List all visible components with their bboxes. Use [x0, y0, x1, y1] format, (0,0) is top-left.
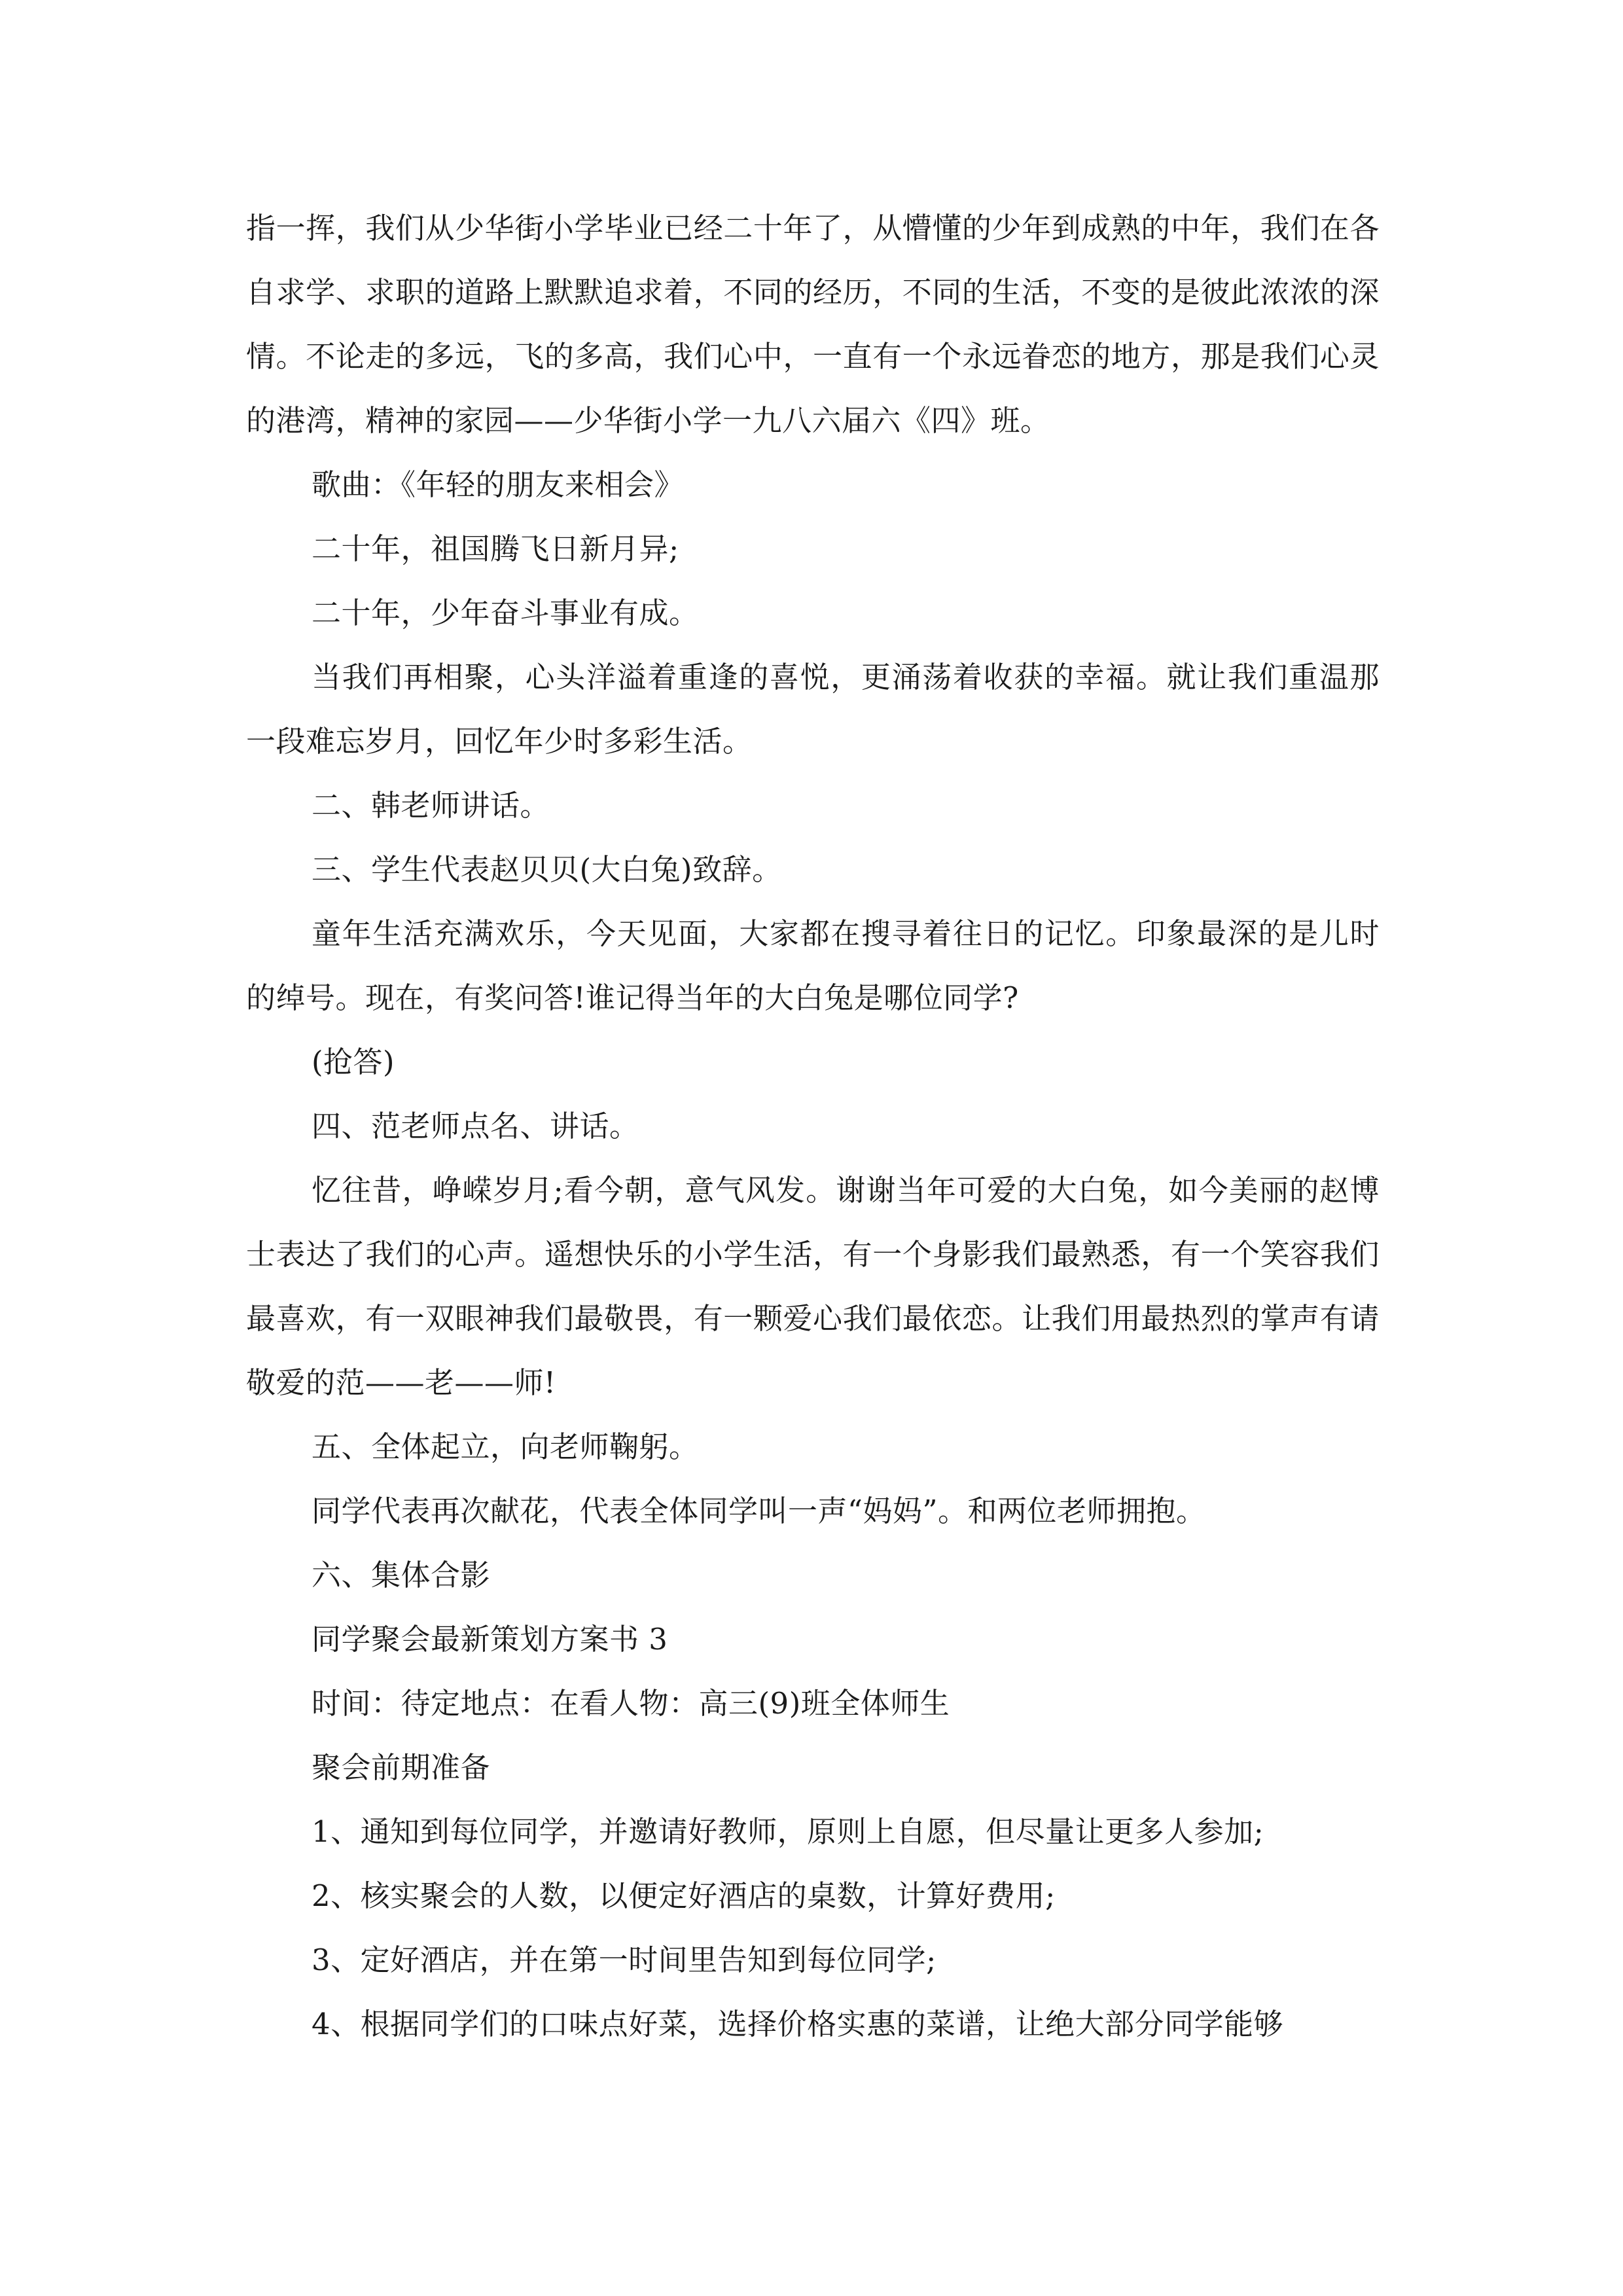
paragraph: 二、韩老师讲话。 [312, 788, 550, 823]
paragraph: (抢答) [312, 1045, 395, 1079]
paragraph: 当我们再相聚，心头洋溢着重逢的喜悦，更涌荡着收获的幸福。就让我们重温那一段难忘岁月，回忆年少时多彩生活。 [246, 660, 1380, 759]
paragraph: 同学代表再次献花，代表全体同学叫一声“妈妈”。和两位老师拥抱。 [312, 1494, 1206, 1528]
list-item: 1、通知到每位同学，并邀请好教师，原则上自愿，但尽量让更多人参加; [312, 1814, 1264, 1849]
paragraph: 指一挥，我们从少华街小学毕业已经二十年了，从懵懂的少年到成熟的中年，我们在各自求学、求职的道路上默默追求着，不同的经历，不同的生活，不变的是彼此浓浓的深情。不论走的多远，飞的多高，我们心中，一直有一个永远眷恋的地方，那是我们心灵的港湾，精神的家园——少华街小学一九八六届六《四》班。 [246, 211, 1380, 438]
list-item: 2、核实聚会的人数，以便定好酒店的桌数，计算好费用; [312, 1878, 1056, 1913]
paragraph: 二十年，祖国腾飞日新月异; [312, 531, 679, 566]
paragraph: 忆往昔，峥嵘岁月;看今朝，意气风发。谢谢当年可爱的大白兔，如今美丽的赵博士表达了我们的心声。遥想快乐的小学生活，有一个身影我们最熟悉，有一个笑容我们最喜欢，有一双眼神我们最敬畏，有一颗爱心我们最依恋。让我们用最热烈的掌声有请敬爱的范——老——师! [246, 1173, 1380, 1400]
paragraph: 五、全体起立，向老师鞠躬。 [312, 1429, 699, 1464]
paragraph: 四、范老师点名、讲话。 [312, 1109, 639, 1143]
paragraph: 聚会前期准备 [312, 1750, 491, 1785]
paragraph: 童年生活充满欢乐，今天见面，大家都在搜寻着往日的记忆。印象最深的是儿时的绰号。现在，有奖问答!谁记得当年的大白兔是哪位同学? [246, 916, 1380, 1015]
document-body [246, 196, 1380, 2056]
paragraph: 二十年，少年奋斗事业有成。 [312, 596, 699, 630]
section-heading: 同学聚会最新策划方案书 3 [312, 1622, 668, 1657]
paragraph: 歌曲：《年轻的朋友来相会》 [312, 467, 685, 502]
list-item: 4、根据同学们的口味点好菜，选择价格实惠的菜谱，让绝大部分同学能够 [312, 2007, 1284, 2041]
paragraph: 六、集体合影 [312, 1558, 491, 1592]
paragraph: 时间：待定地点：在看人物：高三(9)班全体师生 [312, 1686, 950, 1721]
list-item: 3、定好酒店，并在第一时间里告知到每位同学; [312, 1943, 936, 1977]
paragraph: 三、学生代表赵贝贝(大白兔)致辞。 [312, 852, 782, 887]
